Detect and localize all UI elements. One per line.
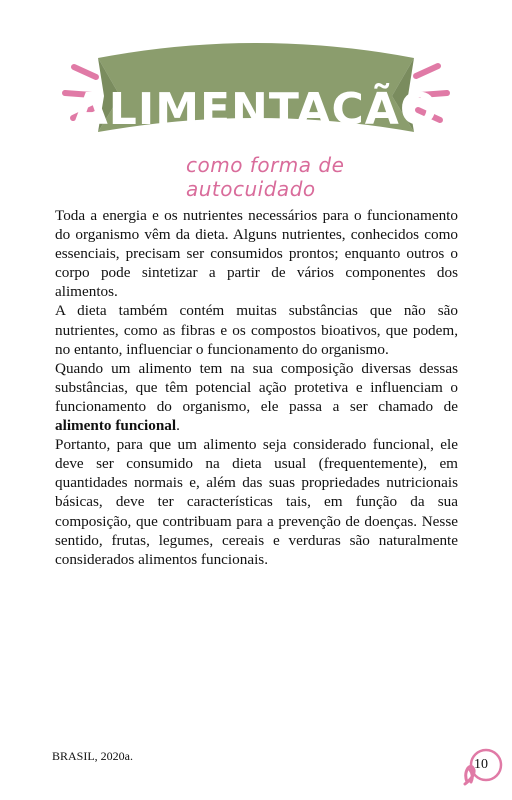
- paragraph-2: A dieta também contém muitas substâncias que não são nutrientes, como as fibras e os compostos bioativos, que podem, no entanto, influenciar o funcionamento do organismo.: [55, 302, 458, 358]
- body-text: [55, 206, 458, 569]
- page-subtitle: como forma de autocuidado: [186, 153, 345, 201]
- paragraph-1: Toda a energia e os nutrientes necessários para o funcionamento do organismo vêm da dieta. Alguns nutrientes, conhecidos como essenciais, precisam ser consumidos prontos; enquanto outros o corpo pode sintetizar a partir de vários componentes dos alimentos.: [55, 207, 458, 301]
- paragraph-3-bold: alimento funcional: [55, 417, 177, 435]
- paragraph-4: Portanto, para que um alimento seja considerado funcional, ele deve ser consumido na dieta usual (frequentemente), em quantidades normais e, além das suas propriedades nutricionais básicas, deve ter características tais, em função da sua composição, que contribuam para a prevenção de doenças. Nesse sentido, frutas, legumes, cereais e verduras são naturalmente considerados alimentos funcionais.: [55, 436, 458, 568]
- page-title: ALIMENTAÇÃO: [73, 84, 439, 135]
- page-number: 10: [474, 757, 488, 772]
- paragraph-3-end: .: [176, 417, 180, 435]
- paragraph-3-text: Quando um alimento tem na sua composição diversas dessas substâncias, que têm potencial ação protetiva e influenciam o funcionamento do organismo, ele passa a ser chamado de: [55, 359, 458, 415]
- source-citation: BRASIL, 2020a.: [52, 749, 133, 763]
- paragraph-3: [55, 359, 458, 435]
